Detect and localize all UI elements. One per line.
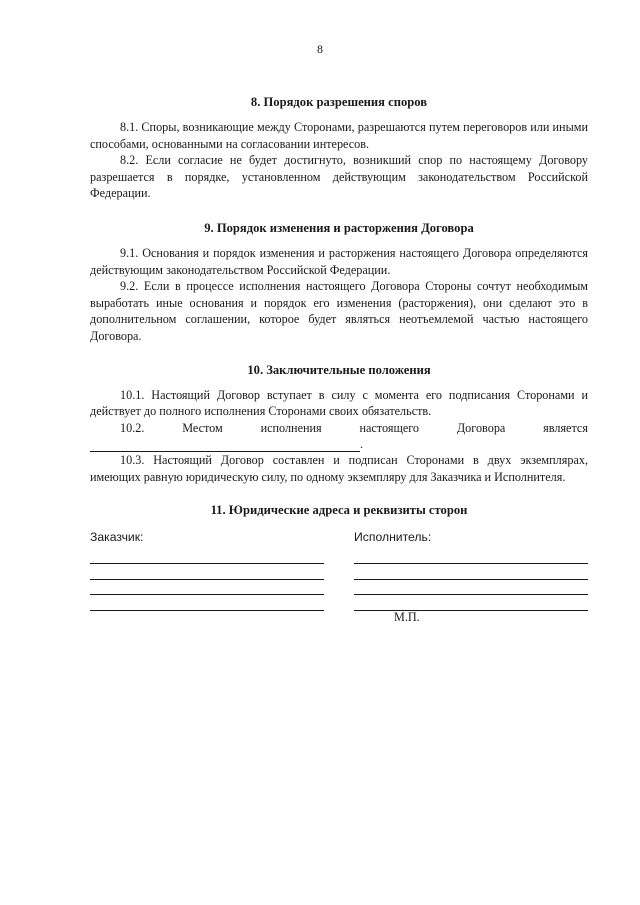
customer-lines [90, 549, 324, 611]
contractor-line [354, 580, 588, 596]
contractor-lines [354, 549, 588, 611]
clause-10-3: 10.3. Настоящий Договор составлен и подписан Сторонами в двух экземплярах, имеющих равную юридическую силу, по одному экземпляру для Заказчика и Исполнителя. [90, 453, 588, 484]
customer-line [90, 595, 324, 611]
section-11-title: 11. Юридические адреса и реквизиты сторон [210, 502, 468, 517]
section-8-title: 8. Порядок разрешения споров [250, 95, 428, 109]
party-details [90, 529, 588, 629]
section-9-title: 9. Порядок изменения и расторжения Договора [204, 220, 474, 235]
clause-10-2 [90, 420, 588, 437]
customer-line [90, 549, 324, 565]
clause-10-2-word: 10.2. [120, 420, 145, 435]
customer-line [90, 564, 324, 580]
clause-10-2-word: является [543, 420, 588, 435]
clause-8-2: 8.2. Если согласие не будет достигнуто, возникший спор по настоящему Договору разрешается в порядке, установленном действующим законодательством Российской Федерации. [90, 153, 588, 201]
clause-9-2: 9.2. Если в процессе исполнения настоящего Договора Стороны сочтут необходимым выработать иные основания и порядок его изменения (расторжения), они сделают это в дополнительном соглашении, которое будет являться неотъемлемой частью настоящего Договора. [90, 279, 588, 343]
clause-10-2-word: Договора [456, 420, 506, 435]
clause-10-2-end: . [360, 436, 364, 451]
customer-block [90, 529, 324, 611]
contractor-label: Исполнитель: [354, 529, 432, 544]
page-number: 8 [317, 42, 323, 56]
stamp-label: М.П. [394, 609, 420, 624]
clause-10-2-word: исполнения [260, 420, 322, 435]
clause-10-2-word: настоящего [359, 420, 420, 435]
customer-label: Заказчик: [90, 529, 144, 544]
contractor-block [354, 529, 588, 611]
section-10-title: 10. Заключительные положения [247, 362, 431, 377]
clause-8-1: 8.1. Споры, возникающие между Сторонами, разрешаются путем переговоров или иными способами, основанными на согласовании интересов. [90, 120, 588, 151]
fill-in-line [90, 442, 360, 452]
customer-line [90, 580, 324, 596]
place-of-performance-blank [90, 436, 588, 452]
clause-10-1: 10.1. Настоящий Договор вступает в силу с момента его подписания Сторонами и действует до полного исполнения Сторонами своих обязательств. [90, 387, 588, 419]
clause-10-2-word: Местом [182, 420, 223, 435]
contractor-line [354, 595, 588, 611]
clause-9-1: 9.1. Основания и порядок изменения и расторжения настоящего Договора определяются действующим законодательством Российской Федерации. [90, 245, 588, 277]
document-body [90, 94, 588, 629]
contractor-line [354, 549, 588, 565]
contractor-line [354, 564, 588, 580]
